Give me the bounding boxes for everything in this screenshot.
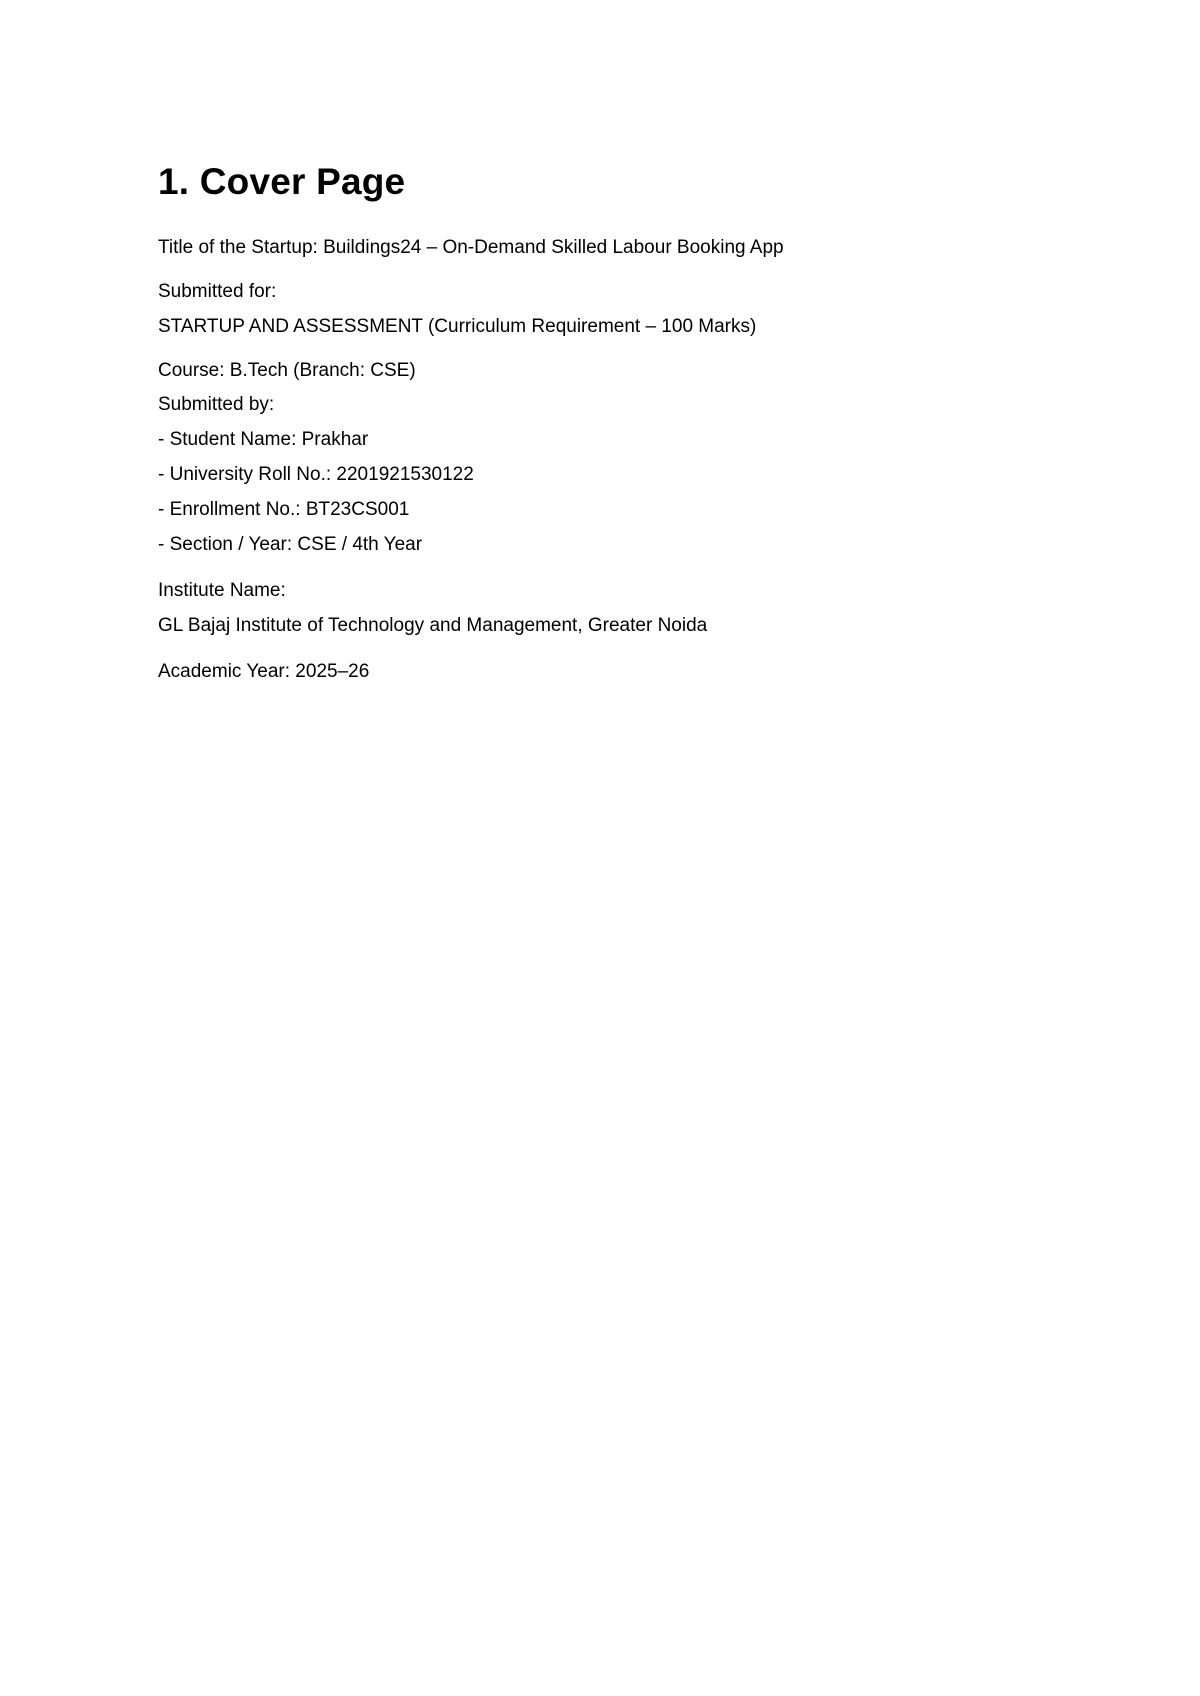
submitted-for-label: Submitted for: [158,281,277,302]
institute-value: GL Bajaj Institute of Technology and Management, Greater Noida [158,615,708,636]
institute-label: Institute Name: [158,580,286,601]
roll-number-line: - University Roll No.: 2201921530122 [158,464,474,485]
startup-title-line: Title of the Startup: Buildings24 – On-Demand Skilled Labour Booking App [158,237,784,258]
page-heading: 1. Cover Page [158,161,406,202]
academic-year-line: Academic Year: 2025–26 [158,661,370,682]
student-name-line: - Student Name: Prakhar [158,429,369,450]
course-line: Course: B.Tech (Branch: CSE) [158,360,416,381]
submitted-for-value: STARTUP AND ASSESSMENT (Curriculum Requirement – 100 Marks) [158,316,757,337]
enrollment-number-line: - Enrollment No.: BT23CS001 [158,499,410,520]
submitted-by-label: Submitted by: [158,394,275,415]
cover-page-content [158,160,1138,684]
section-year-line: - Section / Year: CSE / 4th Year [158,534,423,555]
